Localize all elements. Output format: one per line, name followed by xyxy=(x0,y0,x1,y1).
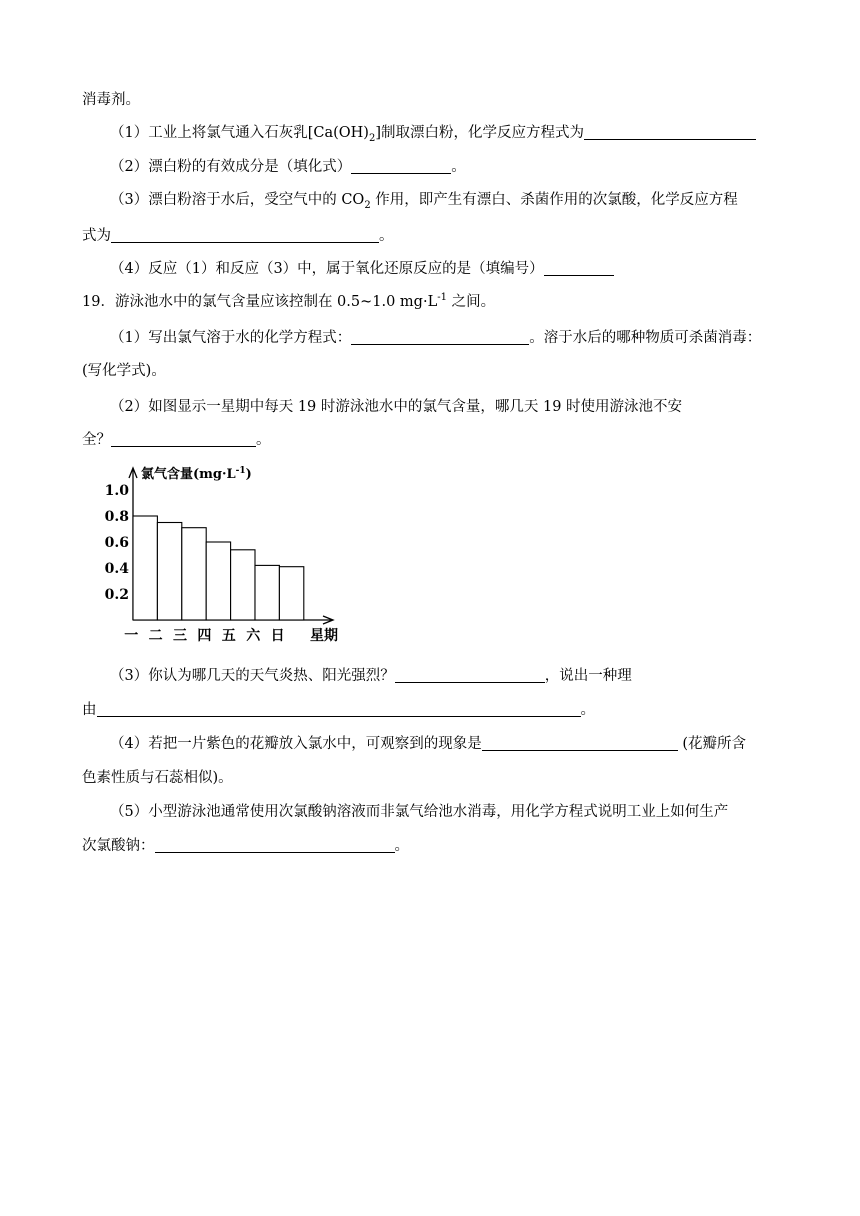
q19-part5-line2: 次氯酸钠： 。 xyxy=(82,838,409,854)
x-tick-label: 六 xyxy=(246,628,261,644)
answer-blank[interactable] xyxy=(97,701,581,717)
y-tick-label: 0.2 xyxy=(104,587,129,603)
answer-blank[interactable] xyxy=(482,735,678,751)
x-tick-label: 四 xyxy=(197,628,212,644)
q19-part4-line1: （4）若把一片紫色的花瓣放入氯水中，可观察到的现象是 (花瓣所含 xyxy=(110,736,747,752)
x-tick-label: 二 xyxy=(148,628,163,644)
answer-blank[interactable] xyxy=(395,667,545,683)
q18-part1: （1）工业上将氯气通入石灰乳$[Ca(OH)_2]$制取漂白粉，化学反应方程式为 xyxy=(110,123,756,143)
x-tick-label: 五 xyxy=(221,628,236,644)
bar xyxy=(157,523,181,621)
answer-blank[interactable] xyxy=(351,329,529,345)
q18-part2: （2）漂白粉的有效成分是（填化式） 。 xyxy=(110,159,466,175)
answer-blank[interactable] xyxy=(351,158,451,174)
answer-blank[interactable] xyxy=(111,227,379,243)
x-tick-label: 日 xyxy=(270,628,285,644)
q18-part4: （4）反应（1）和反应（3）中，属于氧化还原反应的是（填编号） xyxy=(110,259,614,279)
bar xyxy=(182,528,206,620)
q18-part3-line1: （3）漂白粉溶于水后，受空气中的 $CO_2$ 作用，即产生有漂白、杀菌作用的次氯酸，化学反应方程 xyxy=(110,192,738,211)
chlorine-bar-chart xyxy=(96,460,356,650)
q19-part4-line2: 色素性质与石蕊相似)。 xyxy=(82,770,233,786)
bar xyxy=(133,516,157,620)
q19-part2-line1: （2）如图显示一星期中每天 19 时游泳池水中的氯气含量，哪几天 19 时使用游泳池不安 xyxy=(110,399,683,415)
x-axis-label: 星期 xyxy=(310,628,338,644)
q18-part3-line2: 式为 。 xyxy=(82,228,394,244)
q19-part3-line1: （3）你认为哪几天的天气炎热、阳光强烈？ ，说出一种理 xyxy=(110,668,632,684)
q19-part1-line1: （1）写出氯气溶于水的化学方程式： 。溶于水后的哪种物质可杀菌消毒： xyxy=(110,330,762,346)
y-tick-label: 0.6 xyxy=(104,535,129,551)
y-tick-label: 1.0 xyxy=(104,483,129,499)
x-tick-label: 三 xyxy=(173,628,187,644)
bar xyxy=(279,567,303,620)
q19-part1-line2: (写化学式)。 xyxy=(82,363,166,379)
answer-blank[interactable] xyxy=(584,124,756,140)
q19-stem: 19．游泳池水中的氯气含量应该控制在 0.5~1.0 $mg\cdot L^{-1}$ 之间。 xyxy=(82,292,496,310)
x-tick-label: 一 xyxy=(124,628,139,644)
answer-blank[interactable] xyxy=(544,260,614,276)
bar xyxy=(255,565,279,620)
q19-part5-line1: （5）小型游泳池通常使用次氯酸钠溶液而非氯气给池水消毒，用化学方程式说明工业上如何生产 xyxy=(110,804,729,820)
chart-bars xyxy=(133,516,304,620)
bar xyxy=(206,542,230,620)
q19-part3-line2: 由 。 xyxy=(82,702,595,718)
y-tick-label: 0.4 xyxy=(104,561,129,577)
y-axis-label: 氯气含量$(mg\cdot L^{-1})$ xyxy=(141,466,252,482)
bar xyxy=(231,550,255,620)
q19-part2-line2: 全？ 。 xyxy=(82,432,271,448)
intro-tail: 消毒剂。 xyxy=(82,92,140,108)
y-tick-label: 0.8 xyxy=(104,509,129,525)
answer-blank[interactable] xyxy=(111,431,256,447)
answer-blank[interactable] xyxy=(155,837,395,853)
